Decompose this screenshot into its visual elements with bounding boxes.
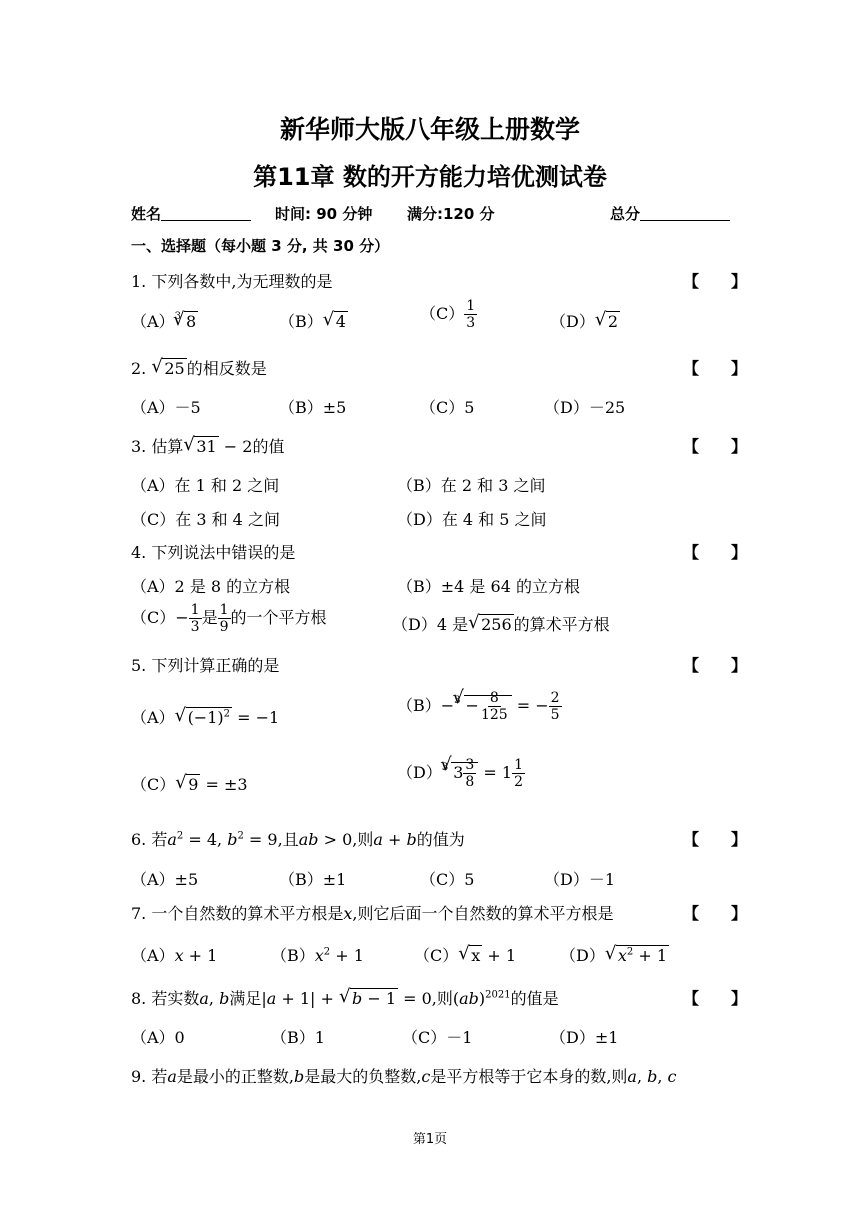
q8-option-d[interactable]: （D）±1: [550, 1028, 619, 1047]
q3-option-a[interactable]: （A）在 1 和 2 之间: [131, 476, 280, 495]
question-4-stem: 4. 下列说法中错误的是: [131, 543, 296, 562]
q7-option-b[interactable]: $(B)x^2 + 1$: [271, 946, 364, 965]
question-3-stem: 3. 估算√ 31 − 2的值: [131, 434, 285, 457]
question-7-stem: 7. 一个自然数的算术平方根是x,则它后面一个自然数的算术平方根是: [131, 904, 614, 923]
page-number: 第1页: [412, 1132, 448, 1147]
exam-subtitle: 第11章 数的开方能力培优测试卷: [253, 163, 607, 191]
answer-bracket-4[interactable]: 【 】: [683, 543, 748, 562]
q6-option-c[interactable]: （C）5: [420, 870, 475, 889]
q8-option-a[interactable]: （A）0: [131, 1028, 185, 1047]
q4-option-c[interactable]: （C）− $\frac{1}{3}$ 是 $\frac{1}{9}$ 的一个平方根: [131, 602, 327, 635]
q8-option-c[interactable]: （C）－1: [402, 1028, 473, 1047]
question-8-stem: 8. 若实数a, b满足|a + 1| + √ b − 1 = 0,则(ab)$^{2021}$的值是: [131, 986, 559, 1009]
q2-option-b[interactable]: （B）±5: [279, 398, 347, 417]
q5-option-b[interactable]: （B）−$^3$√ − $\frac{8}{125}$ = − $\frac{2}{5}$: [397, 690, 562, 723]
q1-option-b[interactable]: （B）√ 4: [279, 309, 348, 332]
q1-option-d[interactable]: （D）√ 2: [550, 309, 620, 332]
q5-option-d[interactable]: $(D)^3√$ 3 $\frac{3}{8}$ = 1 $\frac{1}{2}$: [397, 757, 525, 790]
q3-option-c[interactable]: （C）在 3 和 4 之间: [131, 510, 280, 529]
q1-option-a[interactable]: $(A)^3√$ 8: [131, 309, 198, 332]
q2-option-c[interactable]: （C）5: [420, 398, 475, 417]
question-5-stem: 5. 下列计算正确的是: [131, 656, 280, 675]
q2-option-a[interactable]: （A）－5: [131, 398, 201, 417]
q6-option-d[interactable]: （D）－1: [544, 870, 616, 889]
full-score-label: 满分:120 分: [407, 205, 495, 223]
q8-option-b[interactable]: （B）1: [271, 1028, 325, 1047]
q1-option-c[interactable]: （C） $\frac{1}{3}$: [420, 298, 476, 331]
q5-option-c[interactable]: （C）√ 9 = ±3: [131, 772, 248, 795]
exam-title: 新华师大版八年级上册数学: [279, 115, 580, 144]
question-1-stem: 1. 下列各数中,为无理数的是: [131, 272, 333, 291]
q3-option-b[interactable]: （B）在 2 和 3 之间: [397, 476, 546, 495]
total-blank[interactable]: [640, 206, 730, 221]
q4-option-d[interactable]: （D）4 是√ 256 的算术平方根: [392, 612, 610, 635]
q6-option-b[interactable]: （B）±1: [279, 870, 347, 889]
answer-bracket-5[interactable]: 【 】: [683, 656, 748, 675]
section-title: 一、选择题（每小题 3 分, 共 30 分）: [131, 237, 390, 255]
answer-bracket-2[interactable]: 【 】: [683, 359, 748, 378]
answer-bracket-1[interactable]: 【 】: [683, 272, 748, 291]
answer-bracket-3[interactable]: 【 】: [683, 437, 748, 456]
q4-option-b[interactable]: （B）±4 是 64 的立方根: [397, 577, 580, 596]
q4-option-a[interactable]: （A）2 是 8 的立方根: [131, 577, 291, 596]
q7-option-c[interactable]: （C）√ x + 1: [414, 943, 516, 966]
q6-option-a[interactable]: （A）±5: [131, 870, 199, 889]
q3-option-d[interactable]: （D）在 4 和 5 之间: [397, 510, 547, 529]
answer-bracket-6[interactable]: 【 】: [683, 830, 748, 849]
q7-option-d[interactable]: （D）√ $x^2 + 1$: [560, 943, 669, 966]
answer-bracket-7[interactable]: 【 】: [683, 904, 748, 923]
total-label: 总分: [610, 205, 641, 223]
name-field: [131, 203, 251, 224]
answer-bracket-8[interactable]: 【 】: [683, 989, 748, 1008]
question-6-stem: 6. 若$a^2 = 4$, $b^2 = 9$,且ab > 0,则a + b的值为: [131, 830, 465, 849]
question-2-stem: 2. √ 25 的相反数是: [131, 356, 267, 379]
name-label: 姓名: [131, 205, 162, 223]
q7-option-a[interactable]: （A）x + 1: [131, 946, 218, 965]
total-field: [610, 203, 730, 224]
question-9-stem: 9. 若a是最小的正整数,b是最大的负整数,c是平方根等于它本身的数,则a, b, c: [131, 1067, 677, 1086]
name-blank[interactable]: [161, 206, 251, 221]
q2-option-d[interactable]: （D）－25: [544, 398, 626, 417]
q5-option-a[interactable]: （A）√ $(-1)^2 = -1$: [131, 705, 279, 728]
time-label: 时间: 90 分钟: [275, 205, 373, 223]
